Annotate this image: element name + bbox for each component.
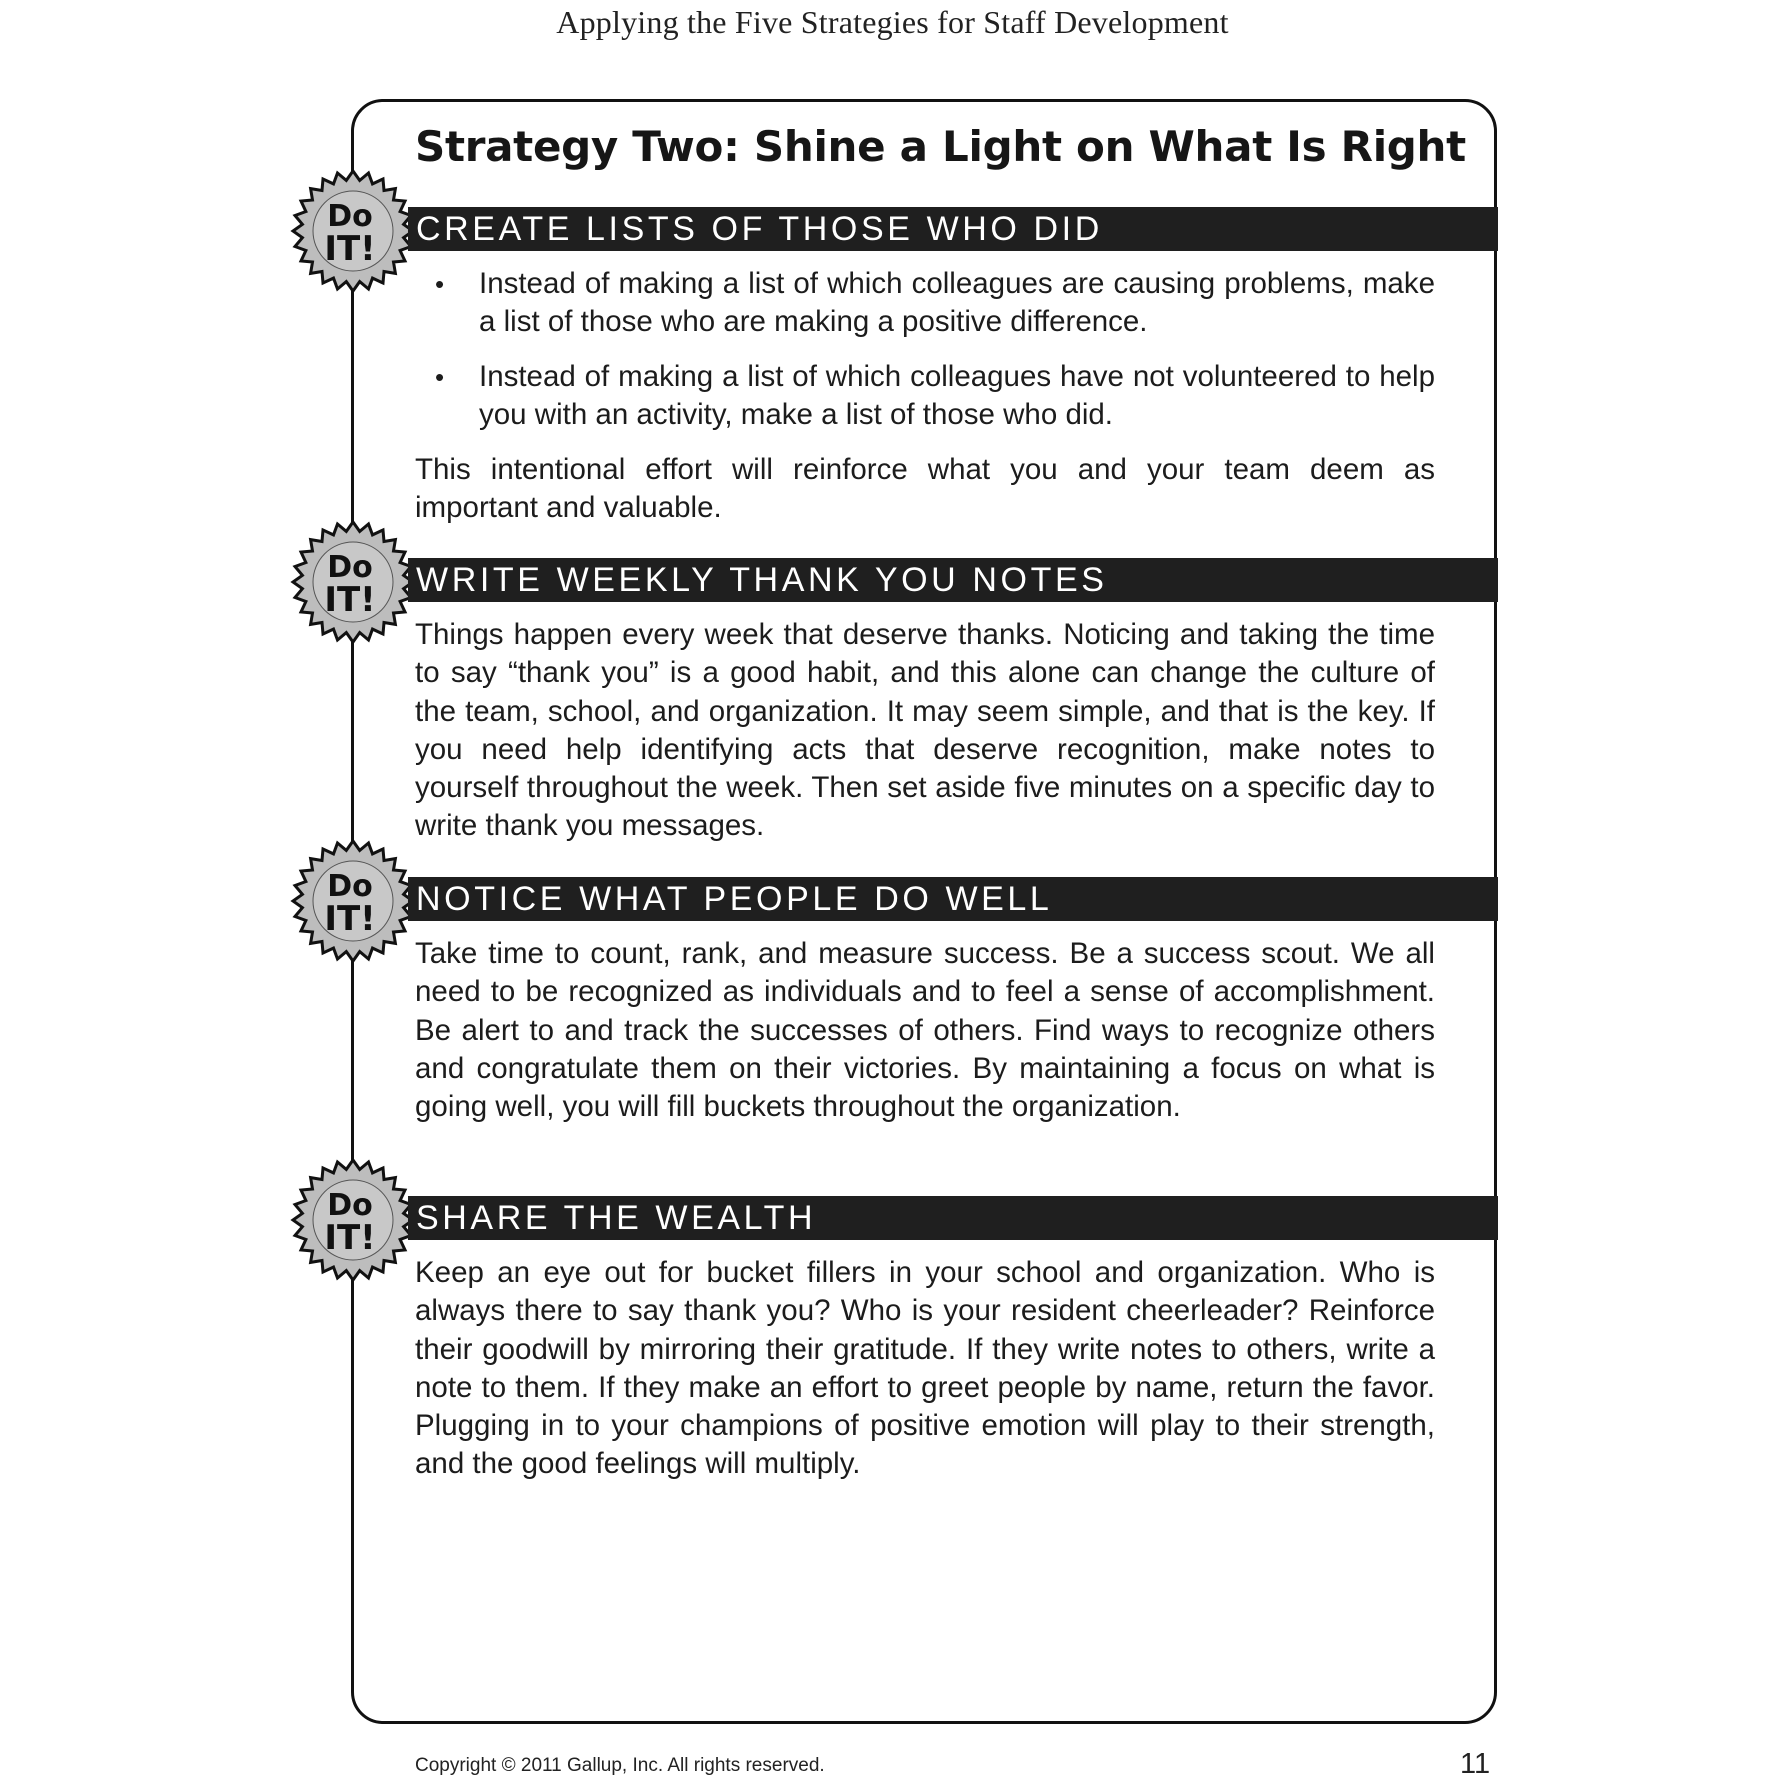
section-heading-bar (408, 877, 1498, 921)
section-body: Things happen every week that deserve thanks. Noticing and taking the time to say “thank you” is a good habit, and this alone can change the culture of the team, school, and organization. It may seem simple, and that is the key. If you need help identifying acts that deserve recognition, make notes to yourself throughout the week. Then set aside five minutes on a specific day to write thank you messages. (415, 618, 1435, 843)
section-heading: SHARE THE WEALTH (416, 1199, 817, 1237)
running-head: Applying the Five Strategies for Staff Development (556, 4, 1229, 40)
section-body: Keep an eye out for bucket fillers in your school and organization. Who is always there to say thank you? Who is your resident cheerleader? Reinforce their goodwill by mirroring their gratitude. If they write notes to others, write a note to them. If they make an effort to greet people by name, return the favor. Plugging in to your champions of positive emotion will play to their strength, and the good feelings will multiply. (415, 1256, 1435, 1481)
section-heading-bar (408, 207, 1498, 251)
do-it-badge-icon (288, 166, 418, 296)
bullet-icon: • (435, 269, 445, 299)
badge-line1: Do (327, 1188, 373, 1223)
section-heading: WRITE WEEKLY THANK YOU NOTES (416, 561, 1108, 599)
section-body: Take time to count, rank, and measure success. Be a success scout. We all need to be recognized as individuals and to feel a sense of accomplishment. Be alert to and track the successes of others. Find ways to recognize others and congratulate them on their victories. By maintaining a focus on what is going well, you will fill buckets throughout the organization. (415, 937, 1435, 1124)
section-body: This intentional effort will reinforce what you and your team deem as important and valuable. (415, 453, 1435, 525)
badge-line2: IT! (324, 1218, 376, 1258)
list-item-text: Instead of making a list of which colleagues have not volunteered to help you with an activity, make a list of those who did. (479, 360, 1435, 432)
section-heading: NOTICE WHAT PEOPLE DO WELL (416, 880, 1053, 918)
badge-line2: IT! (324, 229, 376, 269)
badge-line2: IT! (324, 899, 376, 939)
do-it-badge-icon (288, 836, 418, 966)
section-heading-bar (408, 558, 1498, 602)
page-title: Strategy Two: Shine a Light on What Is Right (415, 122, 1466, 171)
badge-line2: IT! (324, 580, 376, 620)
do-it-badge-icon (288, 1155, 418, 1285)
copyright-notice: Copyright © 2011 Gallup, Inc. All rights reserved. (415, 1755, 825, 1776)
bullet-icon: • (435, 362, 445, 392)
badge-line1: Do (327, 199, 373, 234)
section-heading: CREATE LISTS OF THOSE WHO DID (416, 210, 1103, 248)
do-it-badge-icon (288, 517, 418, 647)
page-number: 11 (1460, 1748, 1491, 1780)
badge-line1: Do (327, 550, 373, 585)
list-item-text: Instead of making a list of which colleagues are causing problems, make a list of those who are making a positive difference. (479, 267, 1435, 339)
badge-line1: Do (327, 869, 373, 904)
section-heading-bar (408, 1196, 1498, 1240)
